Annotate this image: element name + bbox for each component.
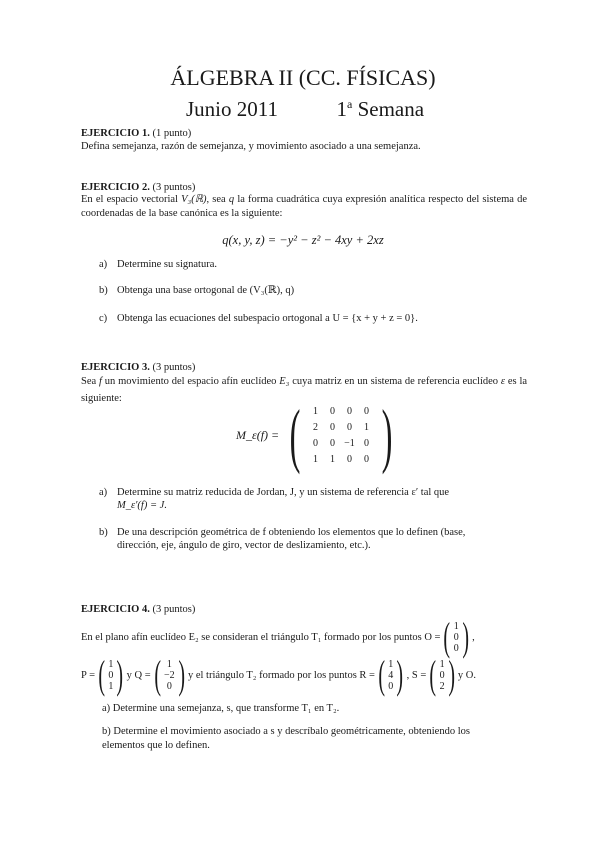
exam-title: ÁLGEBRA II (CC. FÍSICAS) [170,65,436,90]
ex4-item-b: b) Determine el movimiento asociado a s y descríbalo geométricamente, obteniendo los [102,726,470,737]
ex4-item-b-cont: elementos que lo definen. [102,740,210,751]
ex1-text: Defina semejanza, razón de semejanza, y movimiento asociado a una semejanza. [81,141,421,152]
ex3-item-b-cont: dirección, eje, ángulo de giro, vector de deslizamiento, etc.). [117,540,371,551]
ex2-item-a: a) Determine su signatura. [99,259,218,270]
ex2-item-c: c) Obtenga las ecuaciones del subespacio ortogonal a U = {x + y + z = 0}. [99,313,418,324]
exam-date: Junio 2011 [186,97,278,121]
ex2-formula: q(x, y, z) = −y² − z² − 4xy + 2xz [222,233,384,247]
point-Q-vector: ( 1 −2 0 ) [154,652,185,697]
ex4-line1: En el plano afín euclídeo E₂ se consideran el triángulo T₁ formado por los puntos O = ( 1 0 0 ) , [81,614,475,659]
point-R-vector: ( 1 4 0 ) [378,652,404,697]
point-O-vector: ( 1 0 0 ) [443,614,469,659]
exam-date-line [186,92,424,121]
exam-week: 1$^a$ Semana [336,97,425,121]
ex2-item-b: b) Obtenga una base ortogonal de (V₃(ℝ), q) [99,285,295,296]
ex4-item-a: a) Determine una semejanza, s, que transforme T₁ en T₂. [102,703,340,714]
ex3-item-a-cont: M_ε′(f) = J. [117,500,167,511]
ex3-item-a: a) Determine su matriz reducida de Jordan, J, y un sistema de referencia ε′ tal que [99,487,450,498]
ex3-matrix-label: M_ε(f) = [236,428,280,442]
ex3-matrix-table: 1 0 0 0 2 0 0 1 0 0 −1 0 1 1 0 0 [312,405,369,465]
point-P-vector: ( 1 0 1 ) [98,652,124,697]
ex4-heading: EJERCICIO 4. (3 puntos) [81,604,196,615]
ex3-heading: EJERCICIO 3. (3 puntos) [81,362,196,373]
ex1-heading: EJERCICIO 1. (1 punto) [81,128,192,139]
ex3-item-b: b) De una descripción geométrica de f obteniendo los elementos que lo definen (base, [99,527,466,538]
point-S-vector: ( 1 0 2 ) [429,652,455,697]
ex2-heading: EJERCICIO 2. (3 puntos) [81,182,196,193]
ex3-intro: Sea f un movimiento del espacio afín euclídeo E₃ cuya matriz en un sistema de referencia euclídeo ε es la siguiente: [81,376,528,404]
ex2-intro: En el espacio vectorial V₃(ℝ), sea q la forma cuadrática cuya expresión analítica respecto del sistema de coordenadas de la base canónica es la siguiente: [81,194,528,219]
ex4-line2: P = ( 1 0 1 ) y Q = ( 1 −2 0 ) y el triángulo T₂ formado por los puntos R = ( 1 4 0 ) , S = ( 1 0 2 ) y O. [81,652,477,697]
ex3-matrix: ( 1 0 0 0 2 0 0 1 0 0 −1 0 1 1 0 0 ) [289,395,393,475]
